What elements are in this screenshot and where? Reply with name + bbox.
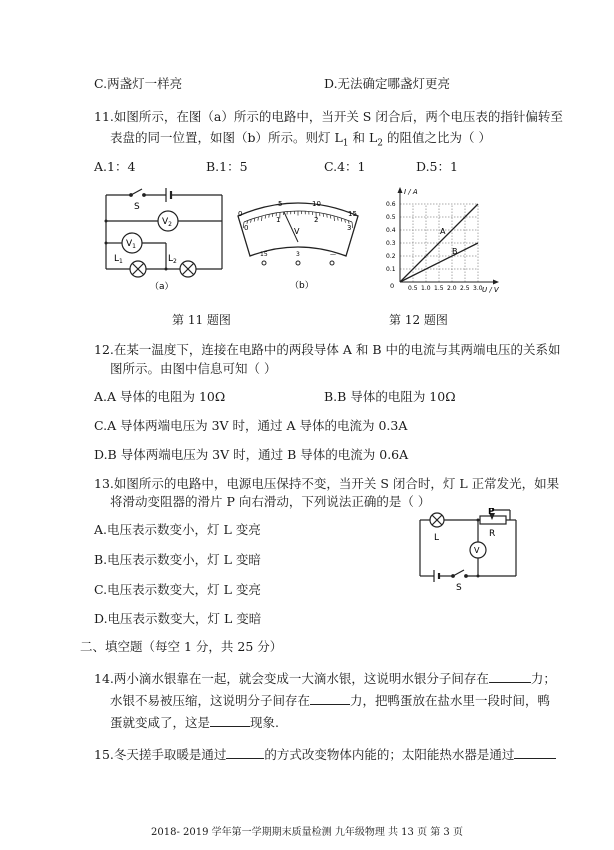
q15-blank-2[interactable] <box>514 746 556 759</box>
svg-text:3: 3 <box>296 251 300 258</box>
dial-tick <box>341 219 342 222</box>
svg-text:—: — <box>330 251 336 258</box>
page-footer: 2018- 2019 学年第一学期期末质量检测 九年级物理 共 13 页 第 3 页 <box>151 827 463 838</box>
figure-12-caption: 第 12 题图 <box>389 313 448 327</box>
figure-13-circuit <box>412 508 524 592</box>
q11-stem-line1: 11.如图所示，在图（a）所示的电路中，当开关 S 闭合后，两个电压表的指针偏转至 <box>94 109 563 124</box>
lamp-l2-label: $L_2$ <box>168 254 177 265</box>
line-a-label: A <box>440 227 446 236</box>
svg-text:2: 2 <box>314 216 319 224</box>
q14-line3: 蛋就变咸了，这是 现象. <box>110 715 279 730</box>
lamp-l1-label: $L_1$ <box>114 254 123 265</box>
x-axis-label: U / V <box>482 286 499 294</box>
q11-stem-line2: 表盘的同一位置，如图（b）所示。则灯 $L_1$ 和 $L_2$ 的阻值之比为（ ） <box>110 130 491 149</box>
y-tick-label: 0.1 <box>386 266 396 273</box>
dial-tick <box>262 217 263 222</box>
figure-11b-label: （b） <box>290 281 314 291</box>
line-b-label: B <box>452 247 458 256</box>
svg-text:15: 15 <box>348 210 357 218</box>
voltmeter-v-label: V <box>474 546 480 555</box>
x-tick-label: 2.5 <box>460 285 470 292</box>
y-tick-label: 0.4 <box>386 227 396 234</box>
dial-tick <box>254 219 255 222</box>
figure-11a-circuit <box>100 183 230 293</box>
y-tick-label: 0.5 <box>386 214 396 221</box>
figure-11b-voltmeter-dial <box>234 196 362 292</box>
q13-option-a: A.电压表示数变小，灯 L 变亮 <box>94 522 261 537</box>
q14-line1: 14.两小滴水银靠在一起，就会变成一大滴水银，这说明水银分子间存在 力； <box>94 671 556 686</box>
q12-option-a: A.A 导体的电阻为 10Ω <box>94 389 226 404</box>
dial-unit-v: V <box>294 227 300 236</box>
q12-stem-line1: 12.在某一温度下，连接在电路中的两段导体 A 和 B 中的电流与其两端电压的关系如 <box>94 342 561 357</box>
svg-text:0: 0 <box>238 210 243 218</box>
x-tick-label: 0.5 <box>408 285 418 292</box>
y-tick-label: 0.2 <box>386 253 396 260</box>
q11-option-a: A.1：4 <box>94 159 136 174</box>
q11-option-b: B.1：5 <box>206 159 248 174</box>
q12-option-c: C.A 导体两端电压为 3V 时，通过 A 导体的电流为 0.3A <box>94 418 408 433</box>
q14-blank-2[interactable] <box>310 692 350 705</box>
dial-tick <box>251 220 252 223</box>
q11-option-d: D.5：1 <box>416 159 458 174</box>
dial-tick <box>352 222 353 228</box>
dial-tick <box>338 218 339 221</box>
svg-text:15: 15 <box>260 251 268 258</box>
slider-p-label: P <box>488 508 495 517</box>
x-tick-label: 1.0 <box>421 285 431 292</box>
q12-option-d: D.B 导体两端电压为 3V 时，通过 B 导体的电流为 0.6A <box>94 447 409 462</box>
svg-text:3: 3 <box>347 224 352 232</box>
y-tick-label: 0.6 <box>386 201 396 208</box>
q12-stem-line2: 图所示。由图中信息可知（ ） <box>110 361 277 376</box>
q11-option-c: C.4：1 <box>324 159 366 174</box>
q13-option-c: C.电压表示数变大，灯 L 变亮 <box>94 582 261 597</box>
figure-12-iu-graph <box>378 186 506 294</box>
q15-blank-1[interactable] <box>226 746 264 759</box>
q13-stem-line1: 13.如图所示的电路中，电源电压保持不变，当开关 S 闭合时，灯 L 正常发光，如果 <box>94 476 560 491</box>
q10-option-c: C.两盏灯一样亮 <box>94 76 183 91</box>
q14-blank-3[interactable] <box>210 714 250 727</box>
svg-text:0: 0 <box>390 282 395 290</box>
x-tick-label: 3.0 <box>473 285 483 292</box>
rheostat-r-label: R <box>489 529 496 539</box>
svg-text:0: 0 <box>244 224 249 232</box>
q13-option-d: D.电压表示数变大，灯 L 变暗 <box>94 611 262 626</box>
q15-line1: 15.冬天搓手取暖是通过 的方式改变物体内能的；太阳能热水器是通过 <box>94 746 556 763</box>
q13-option-b: B.电压表示数变小，灯 L 变暗 <box>94 552 261 567</box>
q10-option-d: D.无法确定哪盏灯更亮 <box>324 76 451 91</box>
svg-text:1: 1 <box>276 216 281 224</box>
figure-11-caption: 第 11 题图 <box>172 313 231 327</box>
dial-tick <box>345 220 346 223</box>
figure-11a-label: （a） <box>150 282 174 292</box>
switch-s-label: S <box>456 583 462 592</box>
svg-text:5: 5 <box>278 200 283 208</box>
y-axis-label: I / A <box>404 188 418 196</box>
y-tick-label: 0.3 <box>386 240 396 247</box>
x-tick-label: 2.0 <box>447 285 457 292</box>
lamp-l-label: L <box>434 533 440 543</box>
dial-tick <box>258 218 259 221</box>
q12-option-b: B.B 导体的电阻为 10Ω <box>324 389 456 404</box>
q14-line2: 水银不易被压缩，这说明分子间存在 力，把鸭蛋放在盐水里一段时间，鸭 <box>110 693 551 708</box>
voltmeter-v2-label: $V_2$ <box>162 217 172 228</box>
q13-stem-line2: 将滑动变阻器的滑片 P 向右滑动，下列说法正确的是（ ） <box>110 494 431 509</box>
q14-blank-1[interactable] <box>489 670 531 683</box>
voltmeter-v1-label: $V_1$ <box>126 239 136 250</box>
switch-label-s: S <box>134 202 140 212</box>
dial-tick <box>334 217 335 222</box>
section-2-heading: 二、填空题（每空 1 分，共 25 分） <box>80 639 283 654</box>
x-tick-label: 1.5 <box>434 285 444 292</box>
svg-text:10: 10 <box>312 200 321 208</box>
